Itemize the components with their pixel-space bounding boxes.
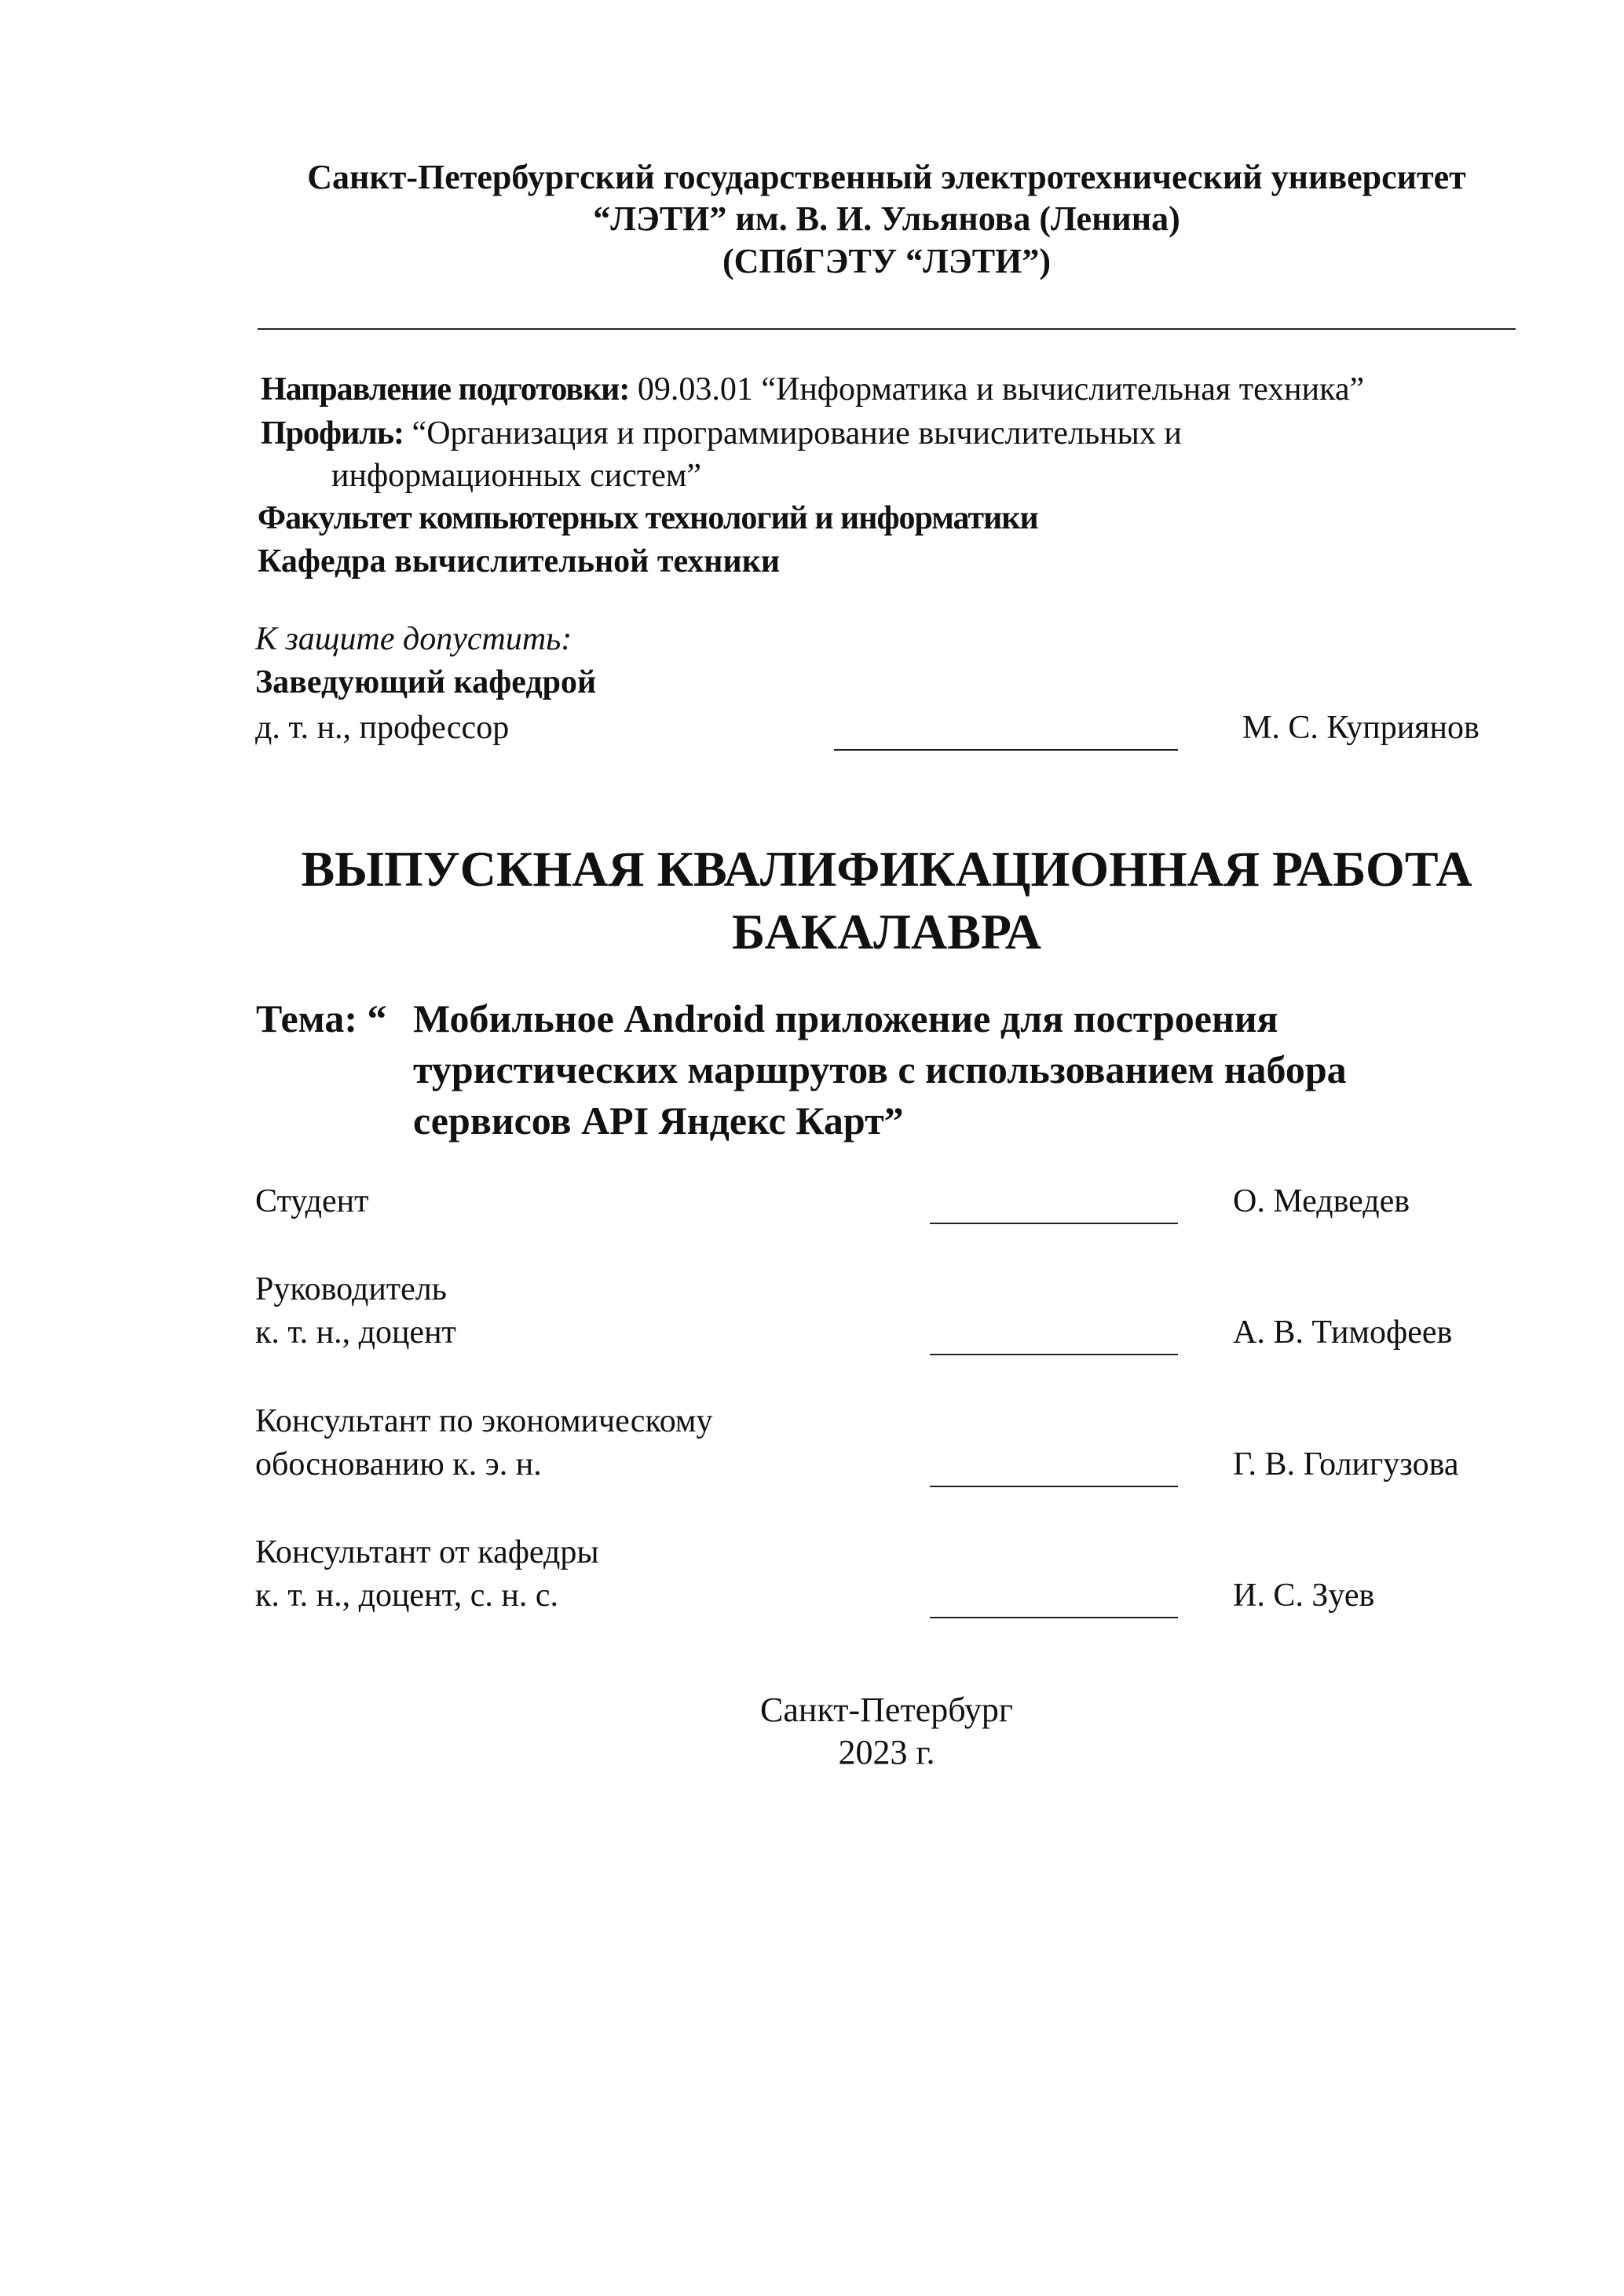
university-name: Санкт-Петербургский государственный электротехнический университет (307, 158, 1466, 196)
faculty: Факультет компьютерных технологий и информатики (258, 500, 1038, 536)
university-abbreviation: (СПбГЭТУ “ЛЭТИ”) (722, 242, 1051, 280)
theme-line3: сервисов API Яндекс Карт” (413, 1099, 904, 1143)
theme-line1: Мобильное Android приложение для построения (413, 996, 1278, 1040)
profile-label: Профиль: (261, 415, 404, 452)
theme-line2: туристических маршрутов с использованием набора (413, 1047, 1347, 1091)
dept-consultant-degree: к. т. н., доцент, с. н. с. (255, 1578, 558, 1614)
header-divider (258, 328, 1516, 330)
head-of-department-title: Заведующий кафедрой (255, 664, 597, 700)
direction-line (261, 371, 1364, 408)
dept-consultant-signature-line (930, 1617, 1178, 1618)
document-title-line2: БАКАЛАВРА (731, 904, 1042, 960)
theme-label: Тема: “ (256, 996, 387, 1040)
faculty-line (258, 499, 1038, 537)
econ-consultant-degree: обоснованию к. э. н. (255, 1446, 542, 1483)
profile-line (261, 415, 1182, 452)
city: Санкт-Петербург (760, 1691, 1013, 1729)
document-title: ВЫПУСКНАЯ КВАЛИФИКАЦИОННАЯ РАБОТА (301, 841, 1472, 897)
econ-consultant-signature-line (930, 1486, 1178, 1487)
department: Кафедра вычислительной техники (258, 543, 781, 579)
profile-value: “Организация и программирование вычислительных и (404, 415, 1182, 452)
direction-label: Направление подготовки: (261, 371, 630, 408)
econ-consultant-name: Г. В. Голигузова (1233, 1446, 1459, 1483)
supervisor-role: Руководитель (255, 1271, 447, 1307)
supervisor-signature-line (930, 1354, 1178, 1355)
dept-consultant-role: Консультант от кафедры (255, 1534, 599, 1570)
student-signature-line (930, 1223, 1178, 1224)
head-signature-line (834, 749, 1178, 751)
university-name-line2: “ЛЭТИ” им. В. И. Ульянова (Ленина) (593, 199, 1180, 238)
admit-to-defense: К защите допустить: (255, 621, 572, 657)
student-name: О. Медведев (1233, 1183, 1410, 1219)
student-role: Студент (255, 1183, 369, 1219)
year: 2023 г. (838, 1733, 935, 1771)
supervisor-name: А. В. Тимофеев (1233, 1314, 1453, 1351)
profile-value-continuation: информационных систем” (331, 458, 702, 494)
head-name: М. С. Куприянов (1242, 710, 1480, 746)
supervisor-degree: к. т. н., доцент (255, 1314, 456, 1351)
direction-value: 09.03.01 “Информатика и вычислительная техника” (629, 371, 1365, 408)
econ-consultant-role: Консультант по экономическому (255, 1403, 713, 1439)
dept-consultant-name: И. С. Зуев (1233, 1578, 1375, 1614)
head-degree: д. т. н., профессор (255, 710, 510, 746)
